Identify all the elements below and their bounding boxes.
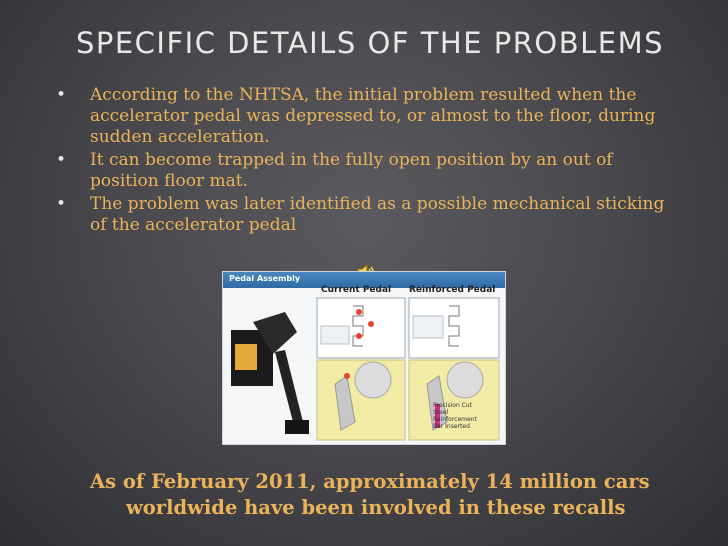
recall-summary-line1: As of February 2011, approximately 14 million cars bbox=[90, 470, 650, 493]
bullet-item bbox=[56, 150, 686, 192]
slide-title: SPECIFIC DETAILS OF THE PROBLEMS bbox=[75, 26, 665, 60]
recall-summary bbox=[90, 469, 690, 521]
bullet-marker: • bbox=[56, 150, 67, 170]
bullet-text: It can become trapped in the fully open position by an out of position floor mat. bbox=[90, 150, 613, 191]
bullet-text: According to the NHTSA, the initial problem resulted when the accelerator pedal was depressed to, or almost to the floor, during sudden acceleration. bbox=[90, 85, 656, 147]
bullet-marker: • bbox=[56, 194, 67, 214]
current-pedal-label: Current Pedal bbox=[321, 285, 392, 295]
recall-summary-line2: worldwide have been involved in these recalls bbox=[126, 496, 626, 519]
figure-header-label: Pedal Assembly bbox=[229, 274, 301, 283]
pedal-assembly-figure bbox=[222, 271, 506, 445]
bullet-list bbox=[56, 85, 686, 238]
bullet-marker: • bbox=[56, 85, 67, 105]
bullet-text: The problem was later identified as a possible mechanical sticking of the accelerator pedal bbox=[90, 194, 665, 235]
bullet-item bbox=[56, 85, 686, 148]
bullet-item bbox=[56, 194, 686, 236]
reinforced-pedal-label: Reinforced Pedal bbox=[409, 285, 496, 295]
reinforcement-callout: Precision Cut Steel Reinforcement Bar Inserted bbox=[433, 402, 477, 430]
